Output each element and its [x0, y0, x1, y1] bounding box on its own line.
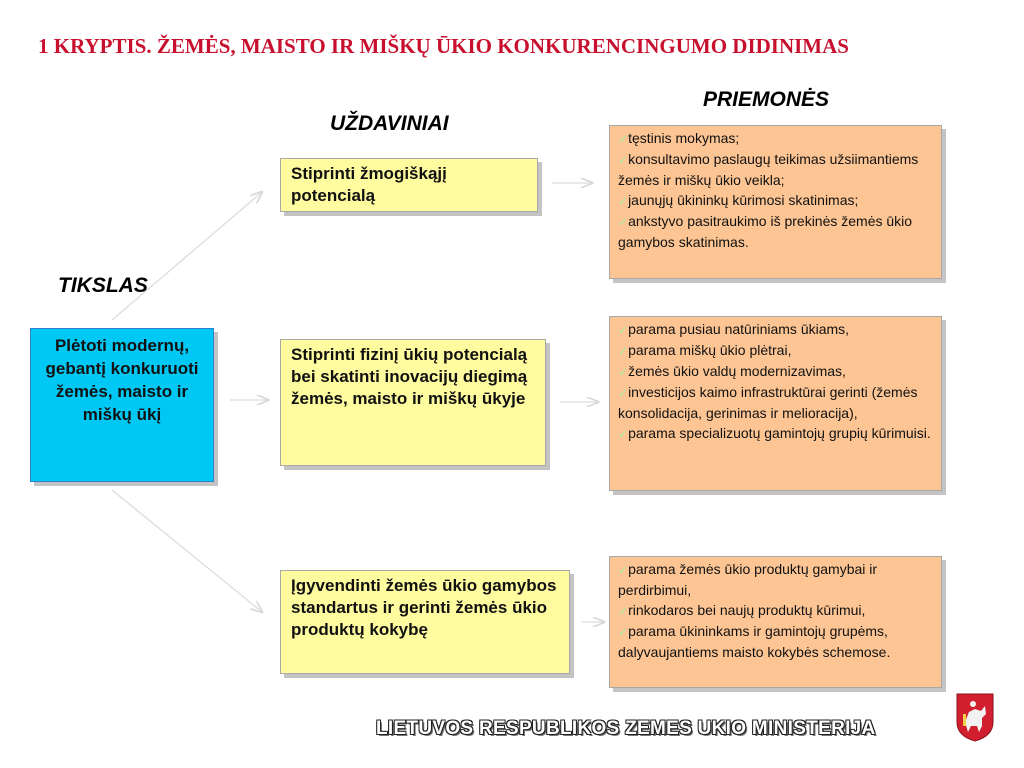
measures-box-2: [609, 316, 942, 491]
task-box-2: Stiprinti fizinį ūkių potencialą bei skatinti inovacijų diegimą žemės, maisto ir miškų ūkyje: [280, 339, 546, 466]
measure-item: ✓parama ūkininkams ir gamintojų grupėms, dalyvaujantiems maisto kokybės schemose.: [618, 623, 891, 660]
check-icon: ✓: [618, 215, 629, 229]
measure-item: ✓konsultavimo paslaugų teikimas užsiimantiems žemės ir miškų ūkio veikla;: [618, 151, 919, 188]
slide-title: 1 KRYPTIS. ŽEMĖS, MAISTO IR MIŠKŲ ŪKIO KONKURENCINGUMO DIDINIMAS: [38, 34, 849, 58]
goal-box: Plėtoti modernų, gebantį konkuruoti žemės, maisto ir miškų ūkį: [30, 328, 214, 482]
check-icon: ✓: [618, 323, 629, 337]
check-icon: ✓: [618, 386, 629, 400]
measure-item: ✓žemės ūkio valdų modernizavimas,: [618, 363, 846, 379]
tasks-heading: UŽDAVINIAI: [330, 112, 449, 135]
measure-item: ✓parama pusiau natūriniams ūkiams,: [618, 321, 850, 337]
measures-box-1: [609, 125, 942, 279]
check-icon: ✓: [618, 194, 629, 208]
measures-heading: PRIEMONĖS: [703, 88, 830, 111]
check-icon: ✓: [618, 132, 629, 146]
check-icon: ✓: [618, 365, 629, 379]
goal-heading: TIKSLAS: [58, 274, 148, 297]
coat-of-arms-icon: [955, 692, 995, 742]
measures-box-3: [609, 556, 942, 688]
measure-item: ✓parama žemės ūkio produktų gamybai ir perdirbimui,: [618, 561, 878, 598]
check-icon: ✓: [618, 153, 629, 167]
measure-item: ✓investicijos kaimo infrastruktūrai gerinti (žemės konsolidacija, gerinimas ir melioracija),: [618, 384, 918, 421]
check-icon: ✓: [618, 344, 629, 358]
task-box-1: Stiprinti žmogiškąjį potencialą: [280, 158, 538, 212]
measure-item: ✓parama miškų ūkio plėtrai,: [618, 342, 792, 358]
check-icon: ✓: [618, 604, 629, 618]
check-icon: ✓: [618, 563, 629, 577]
measure-item: ✓rinkodaros bei naujų produktų kūrimui,: [618, 602, 866, 618]
arrow-goal-task-3: [112, 490, 262, 612]
measure-item: ✓tęstinis mokymas;: [618, 130, 740, 146]
measure-item: ✓jaunųjų ūkininkų kūrimosi skatinimas;: [618, 192, 859, 208]
check-icon: ✓: [618, 625, 629, 639]
check-icon: ✓: [618, 427, 629, 441]
arrow-goal-task-1: [112, 192, 262, 320]
measure-item: ✓ankstyvo pasitraukimo iš prekinės žemės ūkio gamybos skatinimas.: [618, 213, 913, 250]
measure-item: ✓parama specializuotų gamintojų grupių kūrimuisi.: [618, 425, 931, 441]
ministry-name: LIETUVOS RESPUBLIKOS ZEMES UKIO MINISTERIJA: [376, 718, 876, 739]
task-box-3: Įgyvendinti žemės ūkio gamybos standartus ir gerinti žemės ūkio produktų kokybę: [280, 570, 570, 674]
